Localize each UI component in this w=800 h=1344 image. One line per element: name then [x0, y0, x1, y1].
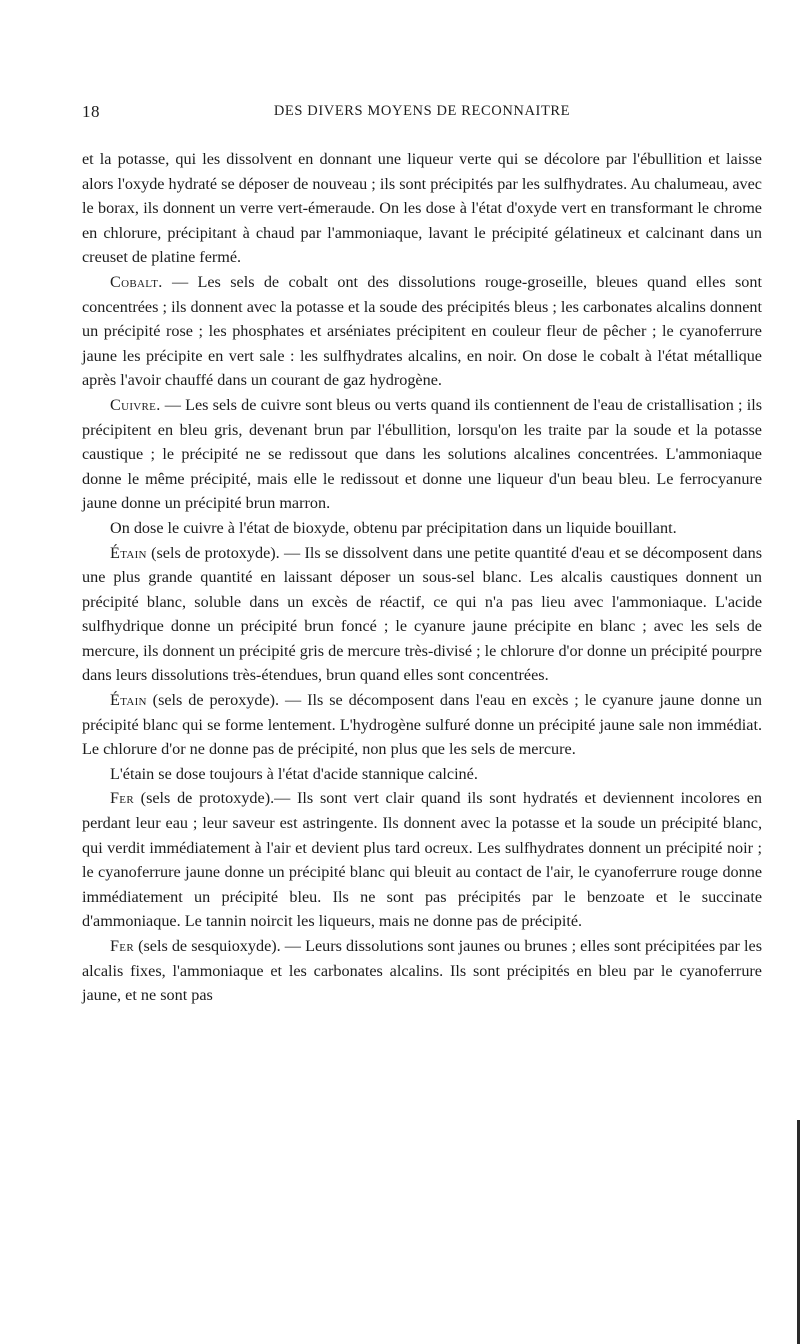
paragraph-fer-protoxyde [82, 786, 762, 934]
paragraph-text: On dose le cuivre à l'état de bioxyde, obtenu par précipitation dans un liquide bouillant. [110, 518, 677, 537]
paragraph-etain-peroxyde [82, 688, 762, 762]
paragraph-cuivre [82, 393, 762, 516]
paragraph-lead: Étain [110, 543, 147, 562]
body-text [82, 147, 762, 1008]
paragraph-text: (sels de protoxyde).— Ils sont vert clair quand ils sont hydratés et deviennent incolores en perdant leur eau ; leur saveur est astringente. Ils donnent avec la potasse et la soude un précipité blanc, qui verdit immédiatement à l'air et devient plus tard ocreux. Les sulfhydrates donnent un précipité noir ; le cyanoferrure jaune donne un précipité blanc qui bleuit au contact de l'air, le cyanoferrure rouge donne immédiatement un précipité bleu. Ils ne sont pas précipités par le benzoate et le succinate d'ammoniaque. Le tannin noircit les liqueurs, mais ne donne pas de précipité. [82, 789, 762, 931]
paragraph-text: (sels de protoxyde). — Ils se dissolvent dans une petite quantité d'eau et se décomposent dans une plus grande quantité en laissant déposer un sous-sel blanc. Les alcalis caustiques donnent un précipité blanc, soluble dans un excès de réactif, ce qui n'a pas lieu avec l'ammoniaque. L'acide sulfhydrique donne un précipité brun foncé ; le cyanure jaune précipite en blanc ; avec les sels de mercure, ils donnent un précipité gris de mercure très-divisé ; le chlorure d'or donne un précipité pourpre dans leurs dissolutions très-étendues, brun quand elles sont concentrées. [82, 543, 762, 685]
paragraph-lead: Étain [110, 691, 147, 710]
paragraph-fer-sesquioxyde [82, 934, 762, 1008]
paragraph-lead: Fer [110, 789, 134, 808]
page-number: 18 [82, 102, 100, 121]
paragraph-text: — Les sels de cuivre sont bleus ou verts quand ils contiennent de l'eau de cristallisation ; ils précipitent en bleu gris, devenant brun par l'ébullition, lorsqu'on les traite par la soude et la potasse caustique ; le précipité ne se redissout que dans les solutions alcalines concentrées. L'ammoniaque donne le même précipité, mais elle le redissout et donne une liqueur d'un beau bleu. Le ferrocyanure jaune donne un précipité brun marron. [82, 395, 762, 513]
paragraph-text: et la potasse, qui les dissolvent en donnant une liqueur verte qui se décolore par l'ébullition et laisse alors l'oxyde hydraté se déposer de nouveau ; ils sont précipités par les sulfhydrates. Au chalumeau, avec le borax, ils donnent un verre vert-émeraude. On les dose à l'état d'oxyde vert en transformant le chrome en chlorure, précipitant à chaud par l'ammoniaque, lavant le précipité gélatineux et calcinant dans un creuset de platine fermé. [82, 150, 762, 267]
paragraph-lead: Cobalt. [110, 272, 163, 291]
paragraph-text: (sels de peroxyde). — Ils se décomposent dans l'eau en excès ; le cyanure jaune donne un précipité blanc qui se forme lentement. L'hydrogène sulfuré donne un précipité jaune sale non immédiat. Le chlorure d'or ne donne pas de précipité, non plus que les sels de mercure. [82, 691, 762, 759]
paragraph-text: — Les sels de cobalt ont des dissolutions rouge-groseille, bleues quand elles sont concentrées ; ils donnent avec la potasse et la soude des précipités bleus ; les carbonates alcalins donnent un précipité rose ; les phosphates et arséniates précipitent en couleur fleur de pêcher ; le cyanoferrure jaune les précipite en vert sale : les sulfhydrates alcalins, en noir. On dose le cobalt à l'état métallique après l'avoir chauffé dans un courant de gaz hydrogène. [82, 272, 762, 390]
paragraph-chrome-continued [82, 147, 762, 270]
paragraph-etain-protoxyde [82, 541, 762, 689]
running-head [82, 102, 762, 128]
paragraph-lead: Fer [110, 937, 134, 955]
paragraph-text: (sels de sesquioxyde). — Leurs dissolutions sont jaunes ou brunes ; elles sont précipitées par les alcalis fixes, l'ammoniaque et les carbonates alcalins. Ils sont précipités en bleu par le cyanoferrure jaune, et ne sont pas [82, 937, 762, 1005]
paragraph-lead: Cuivre. [110, 395, 161, 414]
paragraph-cobalt [82, 270, 762, 393]
paragraph-cuivre-dosage [82, 516, 762, 541]
paragraph-etain-dosage [82, 762, 762, 787]
paragraph-text: L'étain se dose toujours à l'état d'acide stannique calciné. [110, 764, 478, 783]
running-title: DES DIVERS MOYENS DE RECONNAITRE [273, 103, 571, 119]
